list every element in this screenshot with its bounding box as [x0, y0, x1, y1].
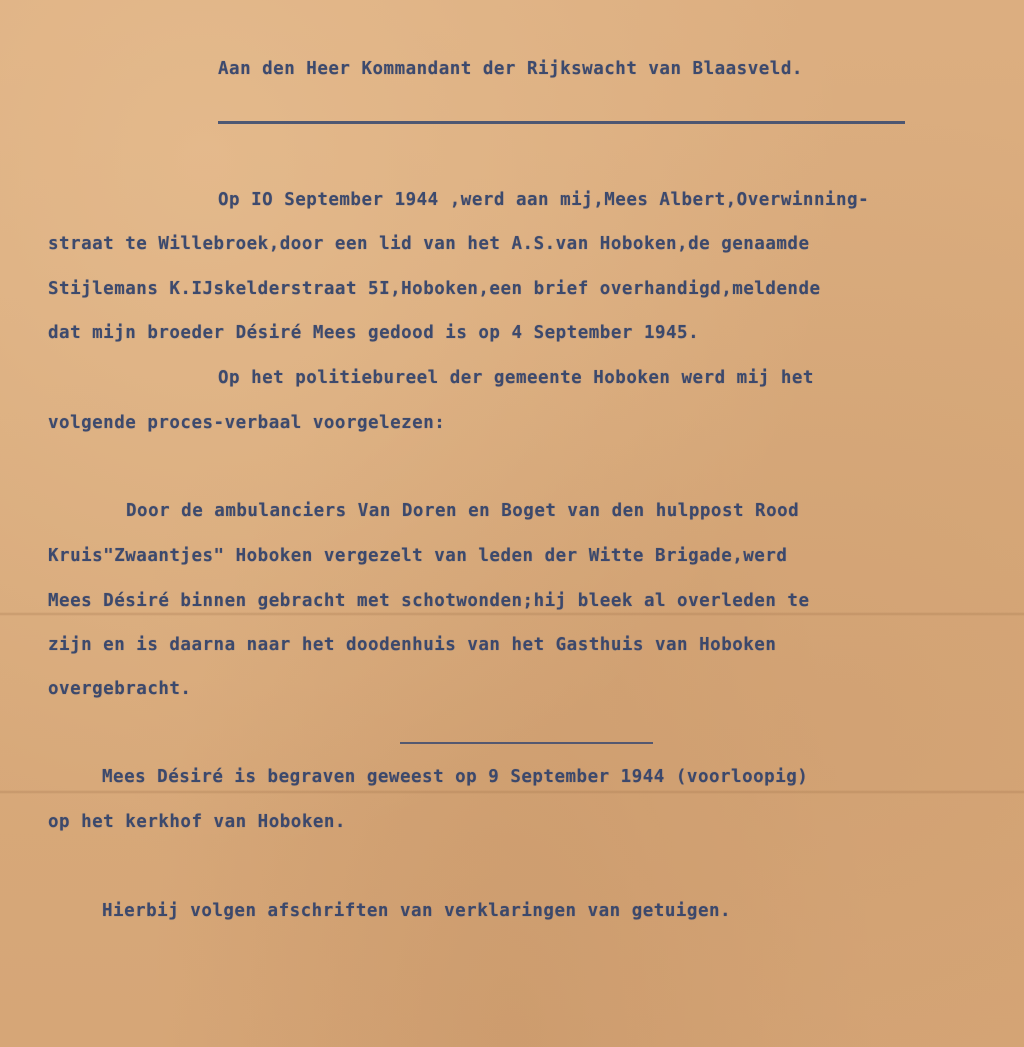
- paragraph-4-line-2: op het kerkhof van Hoboken.: [48, 812, 346, 832]
- paper-fold-line: [0, 790, 1024, 794]
- document-heading: Aan den Heer Kommandant der Rijkswacht van Blaasveld.: [218, 59, 803, 79]
- paragraph-3-line-4: zijn en is daarna naar het doodenhuis van het Gasthuis van Hoboken: [48, 635, 777, 655]
- paragraph-1-line-4: dat mijn broeder Désiré Mees gedood is op 4 September 1945.: [48, 323, 700, 343]
- paragraph-1-line-1: Op IO September 1944 ,werd aan mij,Mees Albert,Overwinning-: [218, 190, 870, 210]
- section-divider: [400, 742, 653, 744]
- paper-fold-line: [0, 612, 1024, 616]
- paragraph-3-line-3: Mees Désiré binnen gebracht met schotwonden;hij bleek al overleden te: [48, 591, 810, 611]
- paragraph-2-line-1: Op het politiebureel der gemeente Hoboken werd mij het: [218, 368, 814, 388]
- paragraph-3-line-5: overgebracht.: [48, 679, 192, 699]
- paragraph-1-line-2: straat te Willebroek,door een lid van het A.S.van Hoboken,de genaamde: [48, 234, 810, 254]
- paragraph-2-line-2: volgende proces-verbaal voorgelezen:: [48, 413, 446, 433]
- paragraph-4-line-1: Mees Désiré is begraven geweest op 9 September 1944 (voorloopig): [102, 767, 809, 787]
- paragraph-1-line-3: Stijlemans K.IJskelderstraat 5I,Hoboken,een brief overhandigd,meldende: [48, 279, 821, 299]
- paragraph-3-line-2: Kruis"Zwaantjes" Hoboken vergezelt van leden der Witte Brigade,werd: [48, 546, 788, 566]
- heading-underline: [218, 121, 905, 124]
- paragraph-5-line-1: Hierbij volgen afschriften van verklaringen van getuigen.: [102, 901, 732, 921]
- paragraph-3-line-1: Door de ambulanciers Van Doren en Boget van den hulppost Rood: [126, 501, 800, 521]
